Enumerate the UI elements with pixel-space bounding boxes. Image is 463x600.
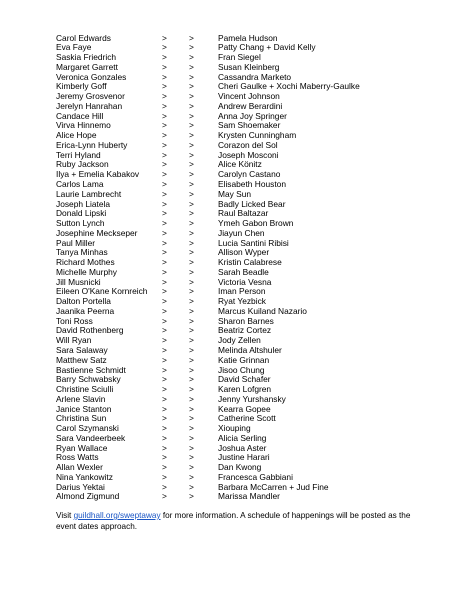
website-link[interactable]: guildhall.org/sweptaway <box>73 511 161 520</box>
from-name: Donald Lipski <box>56 208 107 219</box>
arrow-icon: > <box>189 257 194 268</box>
to-name: Badly Licked Bear <box>218 198 286 209</box>
footer-suffix: for more information. A schedule of happenings will be posted as the event dates approach. <box>56 511 411 531</box>
from-name: Jaanika Peerna <box>56 305 115 316</box>
arrow-icon: > <box>189 432 194 443</box>
arrow-icon: > <box>162 354 167 365</box>
to-name: Catherine Scott <box>218 413 276 424</box>
to-name: Jenny Yurshansky <box>218 393 286 404</box>
from-name: Saskia Friedrich <box>56 52 117 63</box>
arrow-icon: > <box>162 139 167 150</box>
to-name: Francesca Gabbiani <box>218 471 293 482</box>
arrow-icon: > <box>162 257 167 268</box>
from-name: Josephine Meckseper <box>56 227 138 238</box>
to-name: Sharon Barnes <box>218 315 274 326</box>
arrow-icon: > <box>189 345 194 355</box>
from-name: Jill Musnicki <box>56 276 101 287</box>
to-name: Susan Kleinberg <box>218 61 280 72</box>
to-name: Ymeh Gabon Brown <box>218 218 294 229</box>
arrow-icon: > <box>189 159 194 170</box>
arrow-icon: > <box>162 198 167 209</box>
arrow-icon: > <box>189 32 194 43</box>
arrow-icon: > <box>162 130 167 141</box>
from-name: Carol Szymanski <box>56 423 119 434</box>
to-name: Lucia Santini Ribisi <box>218 237 289 248</box>
arrow-icon: > <box>189 188 194 199</box>
from-name: Ilya + Emelia Kabakov <box>56 169 140 180</box>
to-name: Patty Chang + David Kelly <box>218 42 316 53</box>
to-name: Alicia Serling <box>218 432 267 443</box>
to-name: Kristin Calabrese <box>218 257 282 268</box>
arrow-icon: > <box>162 149 167 160</box>
to-name: Jiayun Chen <box>218 227 265 238</box>
arrow-icon: > <box>189 423 194 434</box>
arrow-icon: > <box>189 100 194 111</box>
arrow-icon: > <box>189 237 194 248</box>
arrow-icon: > <box>162 481 167 492</box>
from-name: Arlene Slavin <box>56 393 106 404</box>
to-name: Cassandra Marketo <box>218 71 292 82</box>
from-name: Christina Sun <box>56 413 107 424</box>
from-name: Kimberly Goff <box>56 81 107 92</box>
arrow-icon: > <box>162 413 167 424</box>
arrow-icon: > <box>162 423 167 434</box>
arrow-icon: > <box>189 266 194 277</box>
to-name: Corazon del Sol <box>218 139 278 150</box>
arrow-icon: > <box>162 71 167 82</box>
arrow-icon: > <box>162 452 167 463</box>
arrow-icon: > <box>189 325 194 336</box>
arrow-icon: > <box>189 481 194 492</box>
to-name: Marcus Kuiland Nazario <box>218 305 307 316</box>
arrow-icon: > <box>189 452 194 463</box>
arrow-icon: > <box>162 325 167 336</box>
arrow-icon: > <box>162 432 167 443</box>
from-name: Terri Hyland <box>56 149 101 160</box>
arrow-icon: > <box>162 237 167 248</box>
arrow-icon: > <box>189 374 194 385</box>
arrow-icon: > <box>189 61 194 72</box>
from-name: Michelle Murphy <box>56 266 117 277</box>
footer-prefix: Visit <box>56 511 74 520</box>
arrow-icon: > <box>189 442 194 453</box>
arrow-icon: > <box>162 442 167 453</box>
to-name: Fran Siegel <box>218 52 261 63</box>
to-name: Marissa Mandler <box>218 491 280 502</box>
arrow-icon: > <box>189 384 194 395</box>
from-name: Erica-Lynn Huberty <box>56 139 128 150</box>
from-name: Candace Hill <box>56 110 104 121</box>
arrow-icon: > <box>162 81 167 92</box>
to-name: Joseph Mosconi <box>218 149 279 160</box>
from-name: Virva Hinnemo <box>56 120 111 131</box>
arrow-icon: > <box>189 286 194 297</box>
arrow-icon: > <box>162 403 167 414</box>
arrow-icon: > <box>162 178 167 189</box>
arrow-icon: > <box>189 471 194 482</box>
from-name: Nina Yankowitz <box>56 471 113 482</box>
to-name: Alice Könitz <box>218 159 262 170</box>
to-name: Cheri Gaulke + Xochi Maberry-Gaulke <box>218 81 360 92</box>
arrow-icon: > <box>189 198 194 209</box>
arrow-icon: > <box>189 169 194 180</box>
from-name: Ruby Jackson <box>56 159 109 170</box>
arrow-icon: > <box>189 178 194 189</box>
to-name: Katie Grinnan <box>218 354 270 365</box>
to-name: Sam Shoemaker <box>218 120 281 131</box>
from-name: Carol Edwards <box>56 32 111 43</box>
from-name: Eileen O'Kane Kornreich <box>56 286 148 297</box>
to-name: Sarah Beadle <box>218 266 269 277</box>
to-name: Andrew Berardini <box>218 100 283 111</box>
arrow-icon: > <box>162 491 167 502</box>
from-name: Darius Yektai <box>56 481 105 492</box>
arrow-icon: > <box>189 393 194 404</box>
to-name: Carolyn Castano <box>218 169 281 180</box>
arrow-icon: > <box>189 276 194 287</box>
to-name: David Schafer <box>218 374 271 385</box>
arrow-icon: > <box>162 42 167 53</box>
arrow-icon: > <box>162 276 167 287</box>
arrow-icon: > <box>162 120 167 131</box>
to-name: Krysten Cunningham <box>218 130 297 141</box>
arrow-icon: > <box>162 247 167 258</box>
from-name: Jerelyn Hanrahan <box>56 100 123 111</box>
arrow-icon: > <box>162 110 167 121</box>
to-name: Jody Zellen <box>218 335 261 346</box>
arrow-icon: > <box>189 403 194 414</box>
arrow-icon: > <box>162 286 167 297</box>
arrow-icon: > <box>162 374 167 385</box>
arrow-icon: > <box>189 491 194 502</box>
arrow-icon: > <box>189 91 194 102</box>
from-name: Allan Wexler <box>56 462 103 473</box>
arrow-icon: > <box>162 32 167 43</box>
arrow-icon: > <box>189 462 194 473</box>
arrow-icon: > <box>189 52 194 63</box>
arrow-icon: > <box>189 130 194 141</box>
to-name: Ryat Yezbick <box>218 296 266 307</box>
to-name: Joshua Aster <box>218 442 267 453</box>
from-name: Ross Watts <box>56 452 99 463</box>
arrow-icon: > <box>162 345 167 355</box>
arrow-icon: > <box>162 364 167 375</box>
arrow-icon: > <box>189 120 194 131</box>
footer-note <box>56 511 416 532</box>
to-name: Xiouping <box>218 423 251 434</box>
to-name: Barbara McCarren + Jud Fine <box>218 481 329 492</box>
arrow-icon: > <box>162 296 167 307</box>
to-name: Victoria Vesna <box>218 276 272 287</box>
arrow-icon: > <box>189 247 194 258</box>
from-name: Barry Schwabsky <box>56 374 121 385</box>
to-name: Raul Baltazar <box>218 208 269 219</box>
arrow-icon: > <box>189 315 194 326</box>
arrow-icon: > <box>162 384 167 395</box>
from-name: Jeremy Grosvenor <box>56 91 125 102</box>
arrow-icon: > <box>189 305 194 316</box>
from-name: Richard Mothes <box>56 257 115 268</box>
to-name: Justine Harari <box>218 452 270 463</box>
arrow-icon: > <box>162 227 167 238</box>
arrow-icon: > <box>162 462 167 473</box>
arrow-icon: > <box>162 266 167 277</box>
from-name: Toni Ross <box>56 315 93 326</box>
arrow-icon: > <box>162 335 167 346</box>
arrow-icon: > <box>189 71 194 82</box>
from-name: Tanya Minhas <box>56 247 108 258</box>
from-name: David Rothenberg <box>56 325 124 336</box>
arrow-icon: > <box>189 208 194 219</box>
from-name: Will Ryan <box>56 335 92 346</box>
from-name: Margaret Garrett <box>56 61 118 72</box>
from-name: Eva Faye <box>56 42 92 53</box>
arrow-icon: > <box>189 218 194 229</box>
arrow-icon: > <box>189 364 194 375</box>
from-name: Veronica Gonzales <box>56 71 127 82</box>
arrow-icon: > <box>162 169 167 180</box>
arrow-icon: > <box>162 305 167 316</box>
arrow-icon: > <box>162 52 167 63</box>
from-name: Bastienne Schmidt <box>56 364 126 375</box>
from-name: Laurie Lambrecht <box>56 188 122 199</box>
from-name: Dalton Portella <box>56 296 111 307</box>
to-name: Jisoo Chung <box>218 364 265 375</box>
from-name: Janice Stanton <box>56 403 112 414</box>
arrow-icon: > <box>162 91 167 102</box>
arrow-icon: > <box>189 354 194 365</box>
arrow-icon: > <box>162 208 167 219</box>
arrow-icon: > <box>162 315 167 326</box>
from-name: Alice Hope <box>56 130 97 141</box>
to-name: Kearra Gopee <box>218 403 271 414</box>
from-name: Joseph Liatela <box>56 198 111 209</box>
from-name: Carlos Lama <box>56 178 104 189</box>
to-name: Beatriz Cortez <box>218 325 272 336</box>
arrow-icon: > <box>189 413 194 424</box>
arrow-icon: > <box>189 110 194 121</box>
arrow-icon: > <box>162 61 167 72</box>
to-name: Vincent Johnson <box>218 91 280 102</box>
from-name: Sara Salaway <box>56 345 108 355</box>
from-name: Sutton Lynch <box>56 218 105 229</box>
to-name: Iman Person <box>218 286 266 297</box>
to-name: Pamela Hudson <box>218 32 278 43</box>
pairing-list <box>56 34 436 503</box>
list-row <box>56 492 436 502</box>
from-name: Matthew Satz <box>56 354 107 365</box>
arrow-icon: > <box>162 218 167 229</box>
to-name: Dan Kwong <box>218 462 262 473</box>
arrow-icon: > <box>189 149 194 160</box>
from-name: Christine Sciulli <box>56 384 114 395</box>
from-name: Almond Zigmund <box>56 491 120 502</box>
arrow-icon: > <box>189 81 194 92</box>
to-name: Anna Joy Springer <box>218 110 287 121</box>
from-name: Sara Vandeerbeek <box>56 432 126 443</box>
to-name: Melinda Altshuler <box>218 345 282 355</box>
arrow-icon: > <box>189 335 194 346</box>
arrow-icon: > <box>162 393 167 404</box>
arrow-icon: > <box>162 471 167 482</box>
arrow-icon: > <box>162 159 167 170</box>
to-name: Elisabeth Houston <box>218 178 286 189</box>
arrow-icon: > <box>189 227 194 238</box>
to-name: Karen Lofgren <box>218 384 272 395</box>
arrow-icon: > <box>189 139 194 150</box>
to-name: Allison Wyper <box>218 247 270 258</box>
arrow-icon: > <box>189 42 194 53</box>
arrow-icon: > <box>162 100 167 111</box>
from-name: Paul Miller <box>56 237 96 248</box>
to-name: May Sun <box>218 188 252 199</box>
from-name: Ryan Wallace <box>56 442 108 453</box>
arrow-icon: > <box>189 296 194 307</box>
arrow-icon: > <box>162 188 167 199</box>
